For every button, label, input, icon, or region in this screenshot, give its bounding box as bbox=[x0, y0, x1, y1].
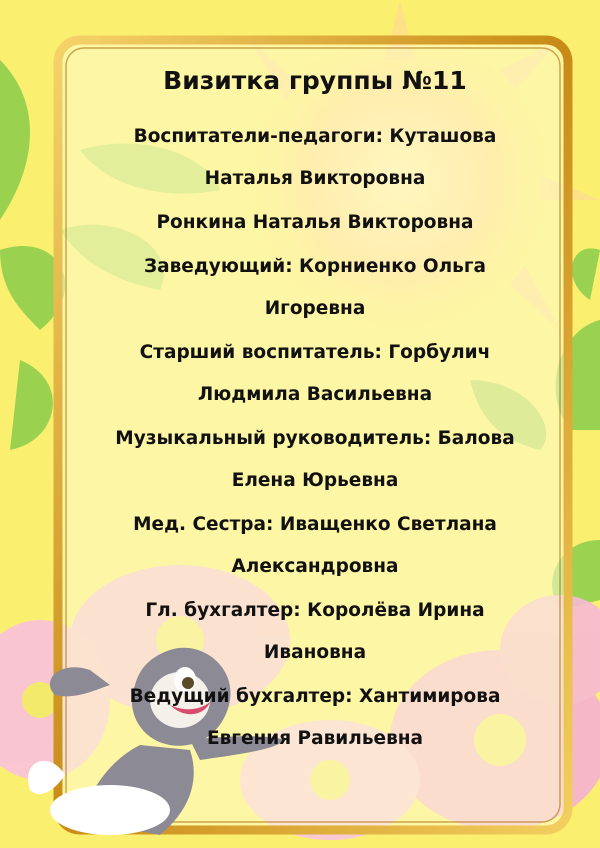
staff-entry-line: Заведующий: Корниенко Ольга bbox=[143, 256, 487, 277]
staff-entry-line: Воспитатели-педагоги: Куташова bbox=[133, 126, 497, 147]
staff-entry-line: Музыкальный руководитель: Балова bbox=[115, 428, 515, 449]
staff-entry bbox=[95, 116, 535, 200]
staff-entry bbox=[95, 590, 535, 674]
staff-entry-line: Елена Юрьевна bbox=[231, 470, 399, 491]
staff-entry-line: Мед. Сестра: Иващенко Светлана bbox=[133, 514, 497, 535]
staff-entry-line: Ведущий бухгалтер: Хантимирова bbox=[129, 686, 501, 707]
staff-entry-line: Игоревна bbox=[264, 298, 366, 319]
staff-entry bbox=[95, 246, 535, 330]
staff-entry bbox=[95, 202, 535, 244]
staff-entry bbox=[95, 676, 535, 760]
staff-entry bbox=[95, 418, 535, 502]
staff-entry-line: Александровна bbox=[231, 556, 399, 577]
staff-entry-line: Гл. бухгалтер: Королёва Ирина Ивановна bbox=[145, 600, 485, 663]
staff-entry-line: Ронкина Наталья Викторовна bbox=[156, 212, 474, 233]
staff-entry-line: Людмила Васильевна bbox=[197, 384, 433, 405]
staff-list bbox=[95, 116, 535, 760]
staff-entry-line: Старший воспитатель: Горбулич bbox=[139, 342, 491, 363]
staff-entry bbox=[95, 332, 535, 416]
page-title: Визитка группы №11 bbox=[163, 66, 467, 95]
staff-entry bbox=[95, 504, 535, 588]
group-card bbox=[95, 50, 535, 762]
staff-entry-line: Наталья Викторовна bbox=[204, 168, 426, 189]
staff-entry-line: Евгения Равильевна bbox=[206, 728, 424, 749]
